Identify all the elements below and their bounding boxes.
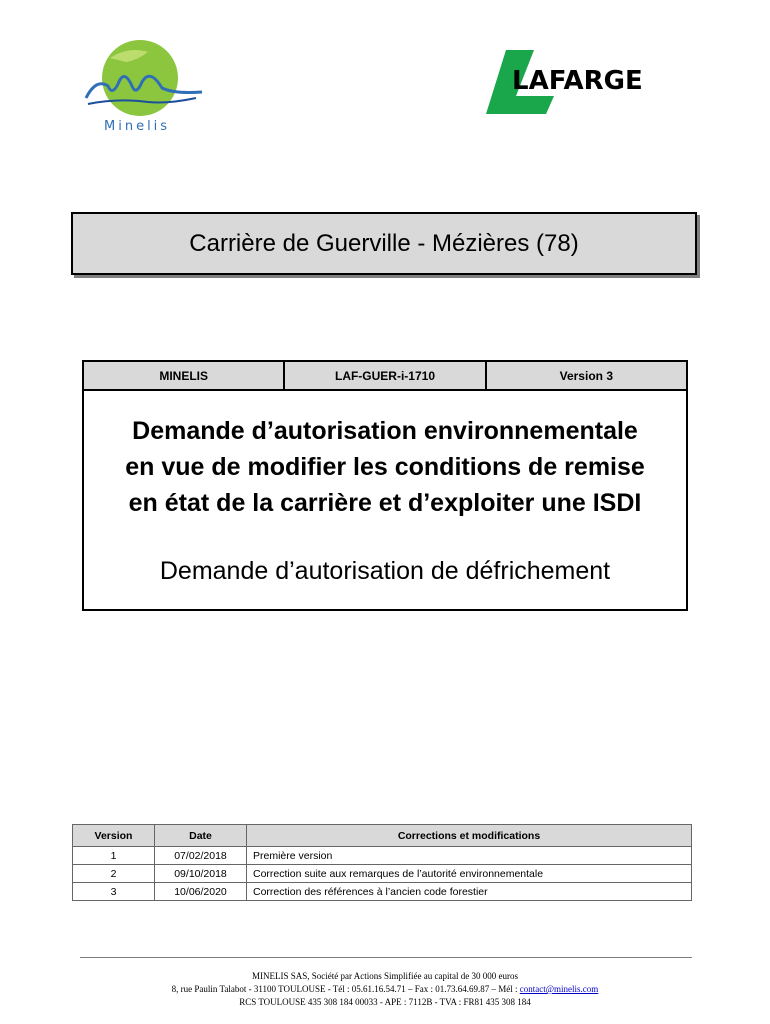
footer-divider (80, 957, 692, 958)
footer-line-registration: RCS TOULOUSE 435 308 184 00033 - APE : 7112B - TVA : FR81 435 308 184 (239, 997, 531, 1007)
footer-address-text: 8, rue Paulin Talabot - 31100 TOULOUSE - Tél : 05.61.16.54.71 – Fax : 01.73.64.69.87 – Mél : (171, 984, 520, 994)
cell-version: 3 (73, 883, 155, 901)
column-header-corrections: Corrections et modifications (247, 825, 692, 847)
document-title (84, 413, 686, 521)
document-subtitle: Demande d’autorisation de défrichement (159, 557, 611, 585)
cell-date: 09/10/2018 (155, 865, 247, 883)
cell-date: 10/06/2020 (155, 883, 247, 901)
lafarge-logo-text: LAFARGE (512, 66, 643, 96)
title-line: Demande d’autorisation environnementale (132, 417, 638, 445)
cell-version: 1 (73, 847, 155, 865)
cell-version: 2 (73, 865, 155, 883)
site-title: Carrière de Guerville - Mézières (78) (189, 230, 579, 257)
footer-line-address (60, 984, 710, 994)
footer-email-link[interactable]: contact@minelis.com (519, 984, 599, 994)
site-title-banner (71, 212, 697, 275)
version-history-table (72, 824, 692, 901)
cell-correction: Correction suite aux remarques de l’autorité environnementale (247, 865, 692, 883)
table-row (73, 865, 692, 883)
footer-line-company: MINELIS SAS, Société par Actions Simplifiée au capital de 30 000 euros (252, 971, 518, 981)
cell-correction: Première version (247, 847, 692, 865)
table-row (73, 847, 692, 865)
table-row (73, 883, 692, 901)
info-header-row (84, 362, 686, 391)
info-company: MINELIS (84, 362, 285, 389)
table-header-row (73, 825, 692, 847)
column-header-date: Date (155, 825, 247, 847)
column-header-version: Version (73, 825, 155, 847)
info-reference: LAF-GUER-i-1710 (285, 362, 486, 389)
cell-correction: Correction des références à l’ancien code forestier (247, 883, 692, 901)
title-line: en état de la carrière et d’exploiter une ISDI (128, 489, 642, 517)
info-version: Version 3 (559, 368, 613, 383)
title-line: en vue de modifier les conditions de remise (125, 453, 645, 481)
document-info-box (82, 360, 688, 611)
minelis-logo-text: Minelis (104, 119, 171, 134)
cell-date: 07/02/2018 (155, 847, 247, 865)
